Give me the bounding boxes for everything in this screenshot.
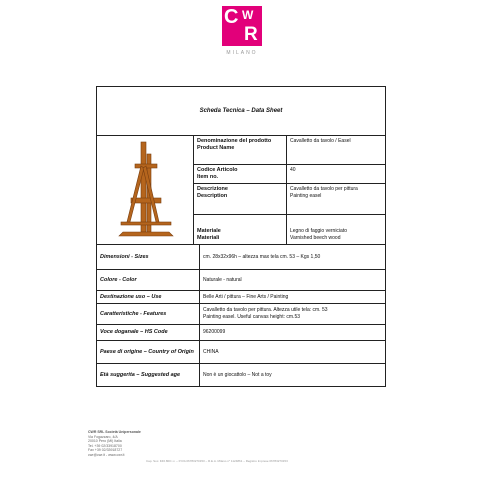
- product-section: [97, 136, 385, 245]
- sizes-label: Dimensioni - Sizes: [97, 245, 200, 269]
- color-value: Naturale - natural: [203, 276, 242, 283]
- product-info: [194, 136, 385, 244]
- description-row: [194, 184, 385, 215]
- use-label: Destinazione uso – Use: [97, 291, 200, 303]
- product-name-value: Cavalletto da tavolo / Easel: [290, 138, 351, 144]
- sheet-title: Scheda Tecnica – Data Sheet: [97, 87, 385, 136]
- origin-row: [97, 341, 385, 364]
- product-name-label-en: Product Name: [197, 145, 235, 151]
- use-row: [97, 291, 385, 304]
- age-row: [97, 364, 385, 386]
- description-label-it: Descrizione: [197, 186, 228, 192]
- hs-code-label: Voce doganale – HS Code: [97, 325, 200, 340]
- description-value-it: Cavalletto da tavolo per pittura: [290, 186, 358, 192]
- legal-fine-print: Cap. Soc. €46.800 i.v. – P.IVA 06783270153 – R.E.A. Milano n° 1124861 – Registro Imprese 06783270153: [146, 459, 288, 463]
- logo-letter-r: R: [244, 24, 258, 45]
- description-label-en: Description: [197, 193, 228, 199]
- item-code-row: [194, 165, 385, 184]
- brand-logo: [222, 6, 262, 46]
- age-label: Età suggerita – Suggested age: [97, 364, 200, 386]
- footer-line: cwr@cwr.it - www.cwr.it: [88, 452, 125, 457]
- footer-line: 20010 Pero (MI) Italia: [88, 439, 122, 443]
- hs-code-value: 96200099: [203, 329, 226, 335]
- origin-label: Paese di origine – Country of Origin: [97, 341, 200, 363]
- features-label: Caratteristiche - Features: [97, 304, 200, 324]
- item-code-value: 40: [290, 167, 296, 173]
- data-sheet-table: [96, 86, 386, 387]
- material-value-en: Varnished beech wood: [290, 235, 341, 241]
- sizes-row: [97, 245, 385, 270]
- product-name-row: [194, 136, 385, 165]
- material-label-en: Materiali: [197, 235, 220, 241]
- origin-value: CHINA: [203, 348, 219, 355]
- features-row: [97, 304, 385, 325]
- material-row: [194, 215, 385, 244]
- material-label-it: Materiale: [197, 228, 221, 234]
- company-footer: [88, 430, 141, 457]
- logo-subtitle: MILANO: [226, 50, 258, 56]
- footer-line: Fax +39 02/33918727: [88, 448, 123, 452]
- footer-line: Via Fogazzaro, 4/A: [88, 434, 118, 439]
- sizes-value: cm. 28x32x96h – altezza max tela cm. 53 – Kgs 1,50: [203, 253, 321, 260]
- footer-line: Tel. +39 02/33918700: [88, 443, 122, 448]
- use-value: Belle Arti / pittura – Fine Arts / Painting: [203, 293, 289, 300]
- logo-letter-c: C: [224, 6, 239, 28]
- features-value-it: Cavalletto da tavolo per pittura. Altezza utile tela: cm. 53: [203, 307, 328, 313]
- easel-image: [97, 136, 193, 244]
- color-row: [97, 270, 385, 291]
- age-value: Non è un giocattolo – Not a toy: [203, 371, 272, 378]
- item-code-label-en: Item no.: [197, 174, 219, 180]
- item-code-label-it: Codice Articolo: [197, 167, 238, 173]
- color-label: Colore - Color: [97, 270, 200, 290]
- footer-line: CWR SRL Società Unipersonale: [88, 430, 141, 434]
- product-image: [97, 136, 194, 244]
- features-value-en: Painting easel. Useful canvas height: cm.53: [203, 314, 300, 320]
- material-value-it: Legno di faggio verniciato: [290, 228, 347, 234]
- product-name-label-it: Denominazione del prodotto: [197, 138, 272, 144]
- hs-code-row: [97, 325, 385, 341]
- logo-letter-w: W: [242, 8, 254, 22]
- description-value-en: Painting easel: [290, 193, 322, 199]
